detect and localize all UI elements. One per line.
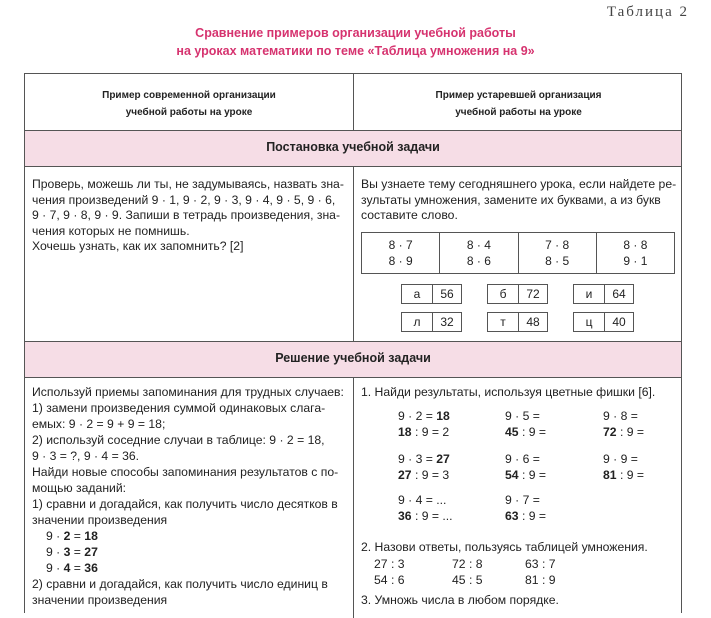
letter-box: л 32 [401,312,462,332]
text-line: Используй приемы запоминания для трудных случаев: [32,385,344,399]
text-line: 2) используй соседние случаи в таблице: 9 · 2 = 18, [32,433,325,447]
example: 18 : 9 = 2 [398,425,450,439]
task-2: 2. Назови ответы, пользуясь таблицей умножения. [361,540,648,554]
divider-header [353,74,354,130]
example: 9 · 5 = [505,409,540,423]
section-title-solving: Решение учебной задачи [275,351,431,365]
task-3: 3. Умножь числа в любом порядке. [361,593,559,607]
example: 45 : 9 = [505,425,547,439]
comparison-table [24,73,682,613]
letter-box: а 56 [401,284,462,304]
text-line: емых: 9 · 2 = 9 + 9 = 18; [32,417,166,431]
title-line-2: на уроках математики по теме «Таблица умножения на 9» [176,44,535,58]
division: 72 : 8 [452,557,483,571]
text-line: значении произведения [32,593,168,607]
example: 81 : 9 = [603,468,645,482]
column-header-right-line1: Пример устаревшей организация [435,90,602,101]
letter-box: ц 40 [573,312,634,332]
text-line: чения произведений 9 · 1, 9 · 2, 9 · 3, 9 · 4, 9 · 5, 9 · 6, [32,192,336,207]
products-grid [361,232,675,274]
division: 54 : 6 [374,573,405,587]
column-header-right-line2: учебной работы на уроке [455,107,582,118]
example: 63 : 9 = [505,509,547,523]
table-title [0,24,711,60]
text-line: зультаты умножения, замените их буквами, а из букв [361,192,661,207]
column-header-left-line1: Пример современной организации [102,90,276,101]
example-line: 9 · 2 = 18 [46,529,98,543]
text-line: 1) замени произведения суммой одинаковых слага- [32,401,326,415]
title-line-1: Сравнение примеров организации учебной работы [195,26,516,40]
text-line: 1) сравни и догадайся, как получить число десятков в [32,497,338,511]
divider-setting [353,167,354,341]
product-cell: 8 · 4 8 · 6 [440,233,518,273]
example-line: 9 · 4 = 36 [46,561,98,575]
product-cell: 8 · 8 9 · 1 [623,238,648,268]
text-line: Вы узнаете тему сегодняшнего урока, если найдете ре- [361,177,677,191]
example: 9 · 2 = 18 [398,409,450,423]
example: 27 : 9 = 3 [398,468,450,482]
example: 54 : 9 = [505,468,547,482]
section-title-setting: Постановка учебной задачи [266,140,440,154]
text-line: 9 · 3 = ?, 9 · 4 = 36. [32,449,140,463]
division: 81 : 9 [525,573,556,587]
text-line: Найди новые способы запоминания результатов с по- [32,465,339,479]
division: 45 : 5 [452,573,483,587]
example: 9 · 7 = [505,493,540,507]
text-line: составите слово. [361,208,458,222]
example: 9 · 3 = 27 [398,452,450,466]
text-line: значении произведения [32,513,168,527]
letter-box: и 64 [573,284,634,304]
text-line: мощью заданий: [32,481,127,495]
letter-box: т 48 [487,312,548,332]
task-1: 1. Найди результаты, используя цветные фишки [6]. [361,385,656,399]
column-header-left-line2: учебной работы на уроке [125,107,253,118]
example: 36 : 9 = ... [398,509,453,523]
product-cell: 7 · 8 8 · 5 [519,233,597,273]
example: 9 · 6 = [505,452,540,466]
text-line: Проверь, можешь ли ты, не задумываясь, назвать зна- [32,177,344,191]
divider-solving [353,378,354,618]
text-line: чения которых не помнишь. [32,223,190,238]
example-line: 9 · 3 = 27 [46,545,98,559]
product-cell: 8 · 7 8 · 9 [362,233,440,273]
division: 63 : 7 [525,557,556,571]
text-line: 2) сравни и догадайся, как получить число единиц в [32,577,328,591]
text-line: 9 · 7, 9 · 8, 9 · 9. Запиши в тетрадь произведения, зна- [32,208,341,222]
example: 72 : 9 = [603,425,645,439]
example: 9 · 4 = ... [398,493,447,507]
column-header-right [354,87,683,121]
column-header-left [25,87,353,121]
text-line: Хочешь узнать, как их запомнить? [2] [32,239,244,253]
table-number: Таблица 2 [606,4,689,20]
division: 27 : 3 [374,557,405,571]
letter-box: б 72 [487,284,548,304]
example: 9 · 9 = [603,452,638,466]
example: 9 · 8 = [603,409,638,423]
